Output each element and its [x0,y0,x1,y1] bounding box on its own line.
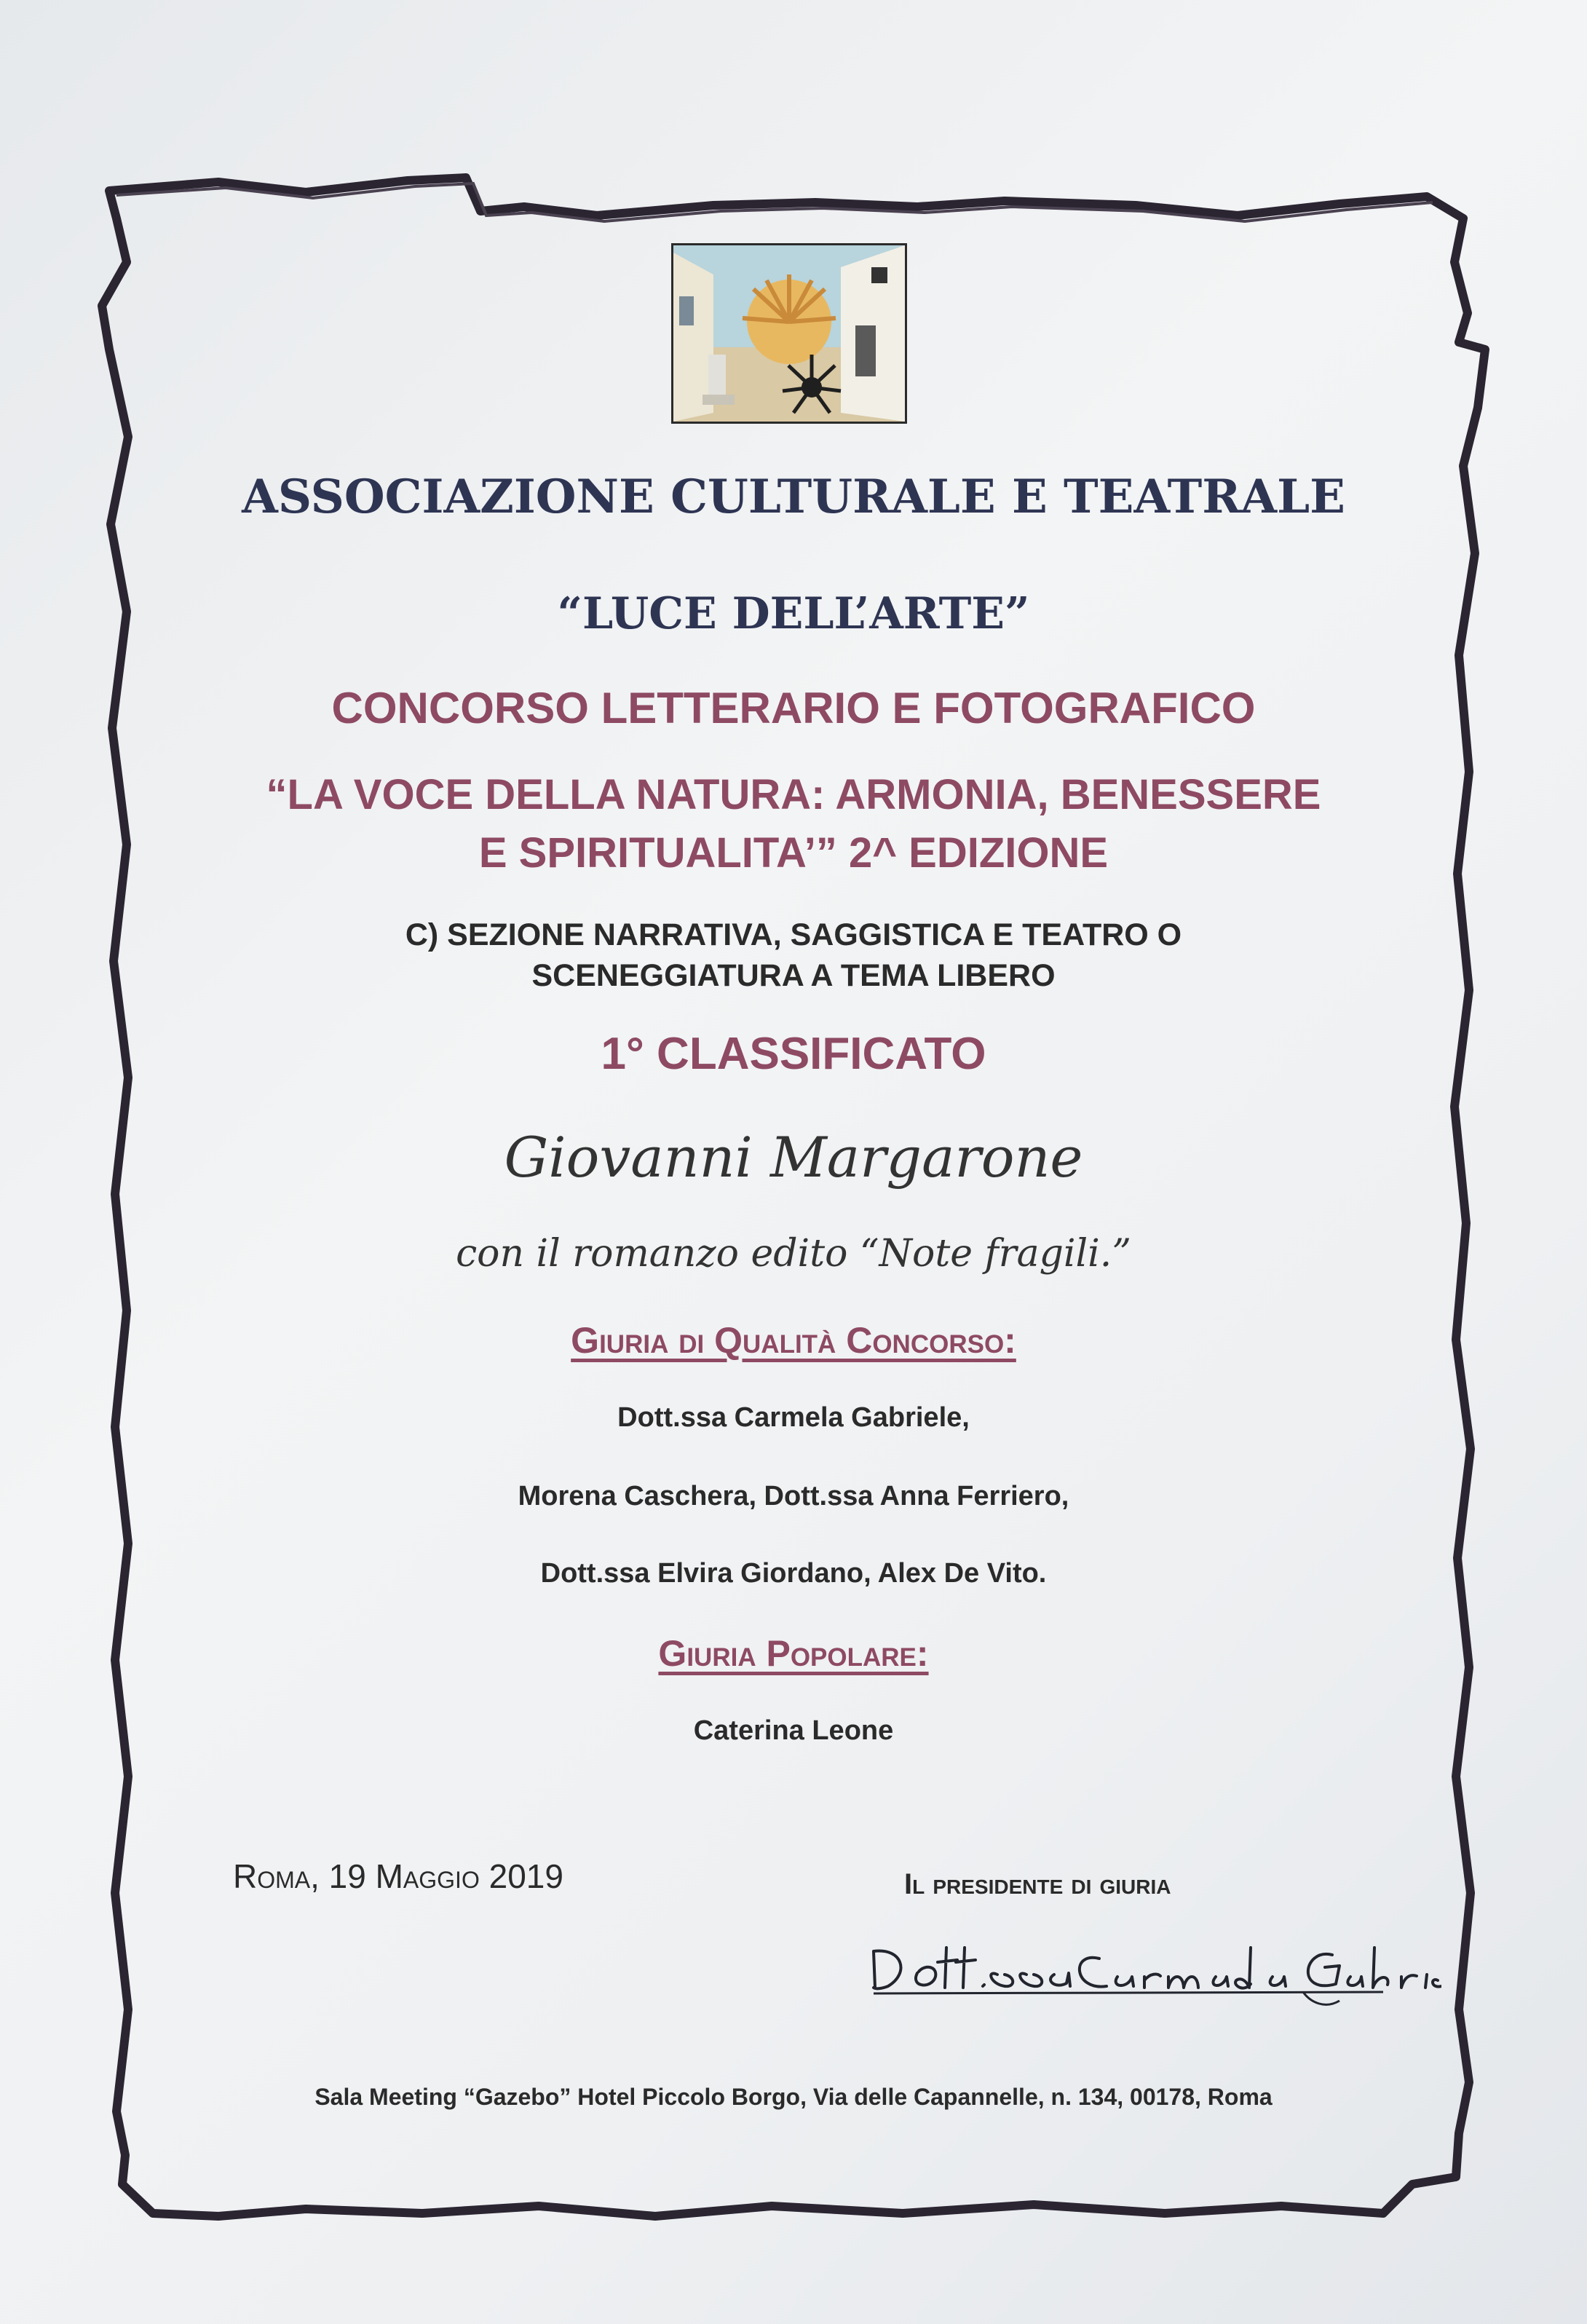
painting-logo-icon [673,245,905,422]
contest-title: CONCORSO LETTERARIO E FOTOGRAFICO [331,684,1256,732]
association-name: ASSOCIAZIONE CULTURALE E TEATRALE [242,470,1345,524]
contest-theme-line-1: “LA VOCE DELLA NATURA: ARMONIA, BENESSERE [266,771,1321,818]
section-line-1: C) SEZIONE NARRATIVA, SAGGISTICA E TEATRO O [405,917,1182,952]
place-and-date: Roma, 19 Maggio 2019 [233,1857,563,1895]
association-logo [671,243,907,424]
president-label: Il presidente di giuria [904,1868,1171,1900]
awarded-work: con il romanzo edito “Note fragili.” [456,1232,1131,1276]
venue-address: Sala Meeting “Gazebo” Hotel Piccolo Borgo, Via delle Capannelle, n. 134, 00178, Roma [314,2084,1273,2110]
section-line-2: SCENEGGIATURA A TEMA LIBERO [531,958,1056,993]
popular-jury-member: Caterina Leone [693,1715,894,1746]
quality-jury-member: Dott.ssa Carmela Gabriele, [617,1402,970,1433]
popular-jury-heading: Giuria Popolare: [658,1633,929,1674]
contest-theme-line-2: E SPIRITUALITA’” 2^ EDIZIONE [478,829,1109,877]
quality-jury-heading: Giuria di Qualità Concorso: [571,1320,1016,1361]
president-signature [859,1908,1441,2009]
quality-jury-member: Dott.ssa Elvira Giordano, Alex De Vito. [540,1558,1047,1589]
placement: 1° CLASSIFICATO [601,1029,986,1079]
winner-name: Giovanni Margarone [504,1125,1083,1190]
quality-jury-member: Morena Caschera, Dott.ssa Anna Ferriero, [518,1481,1069,1511]
association-subtitle: “LUCE DELL’ARTE” [557,588,1030,639]
